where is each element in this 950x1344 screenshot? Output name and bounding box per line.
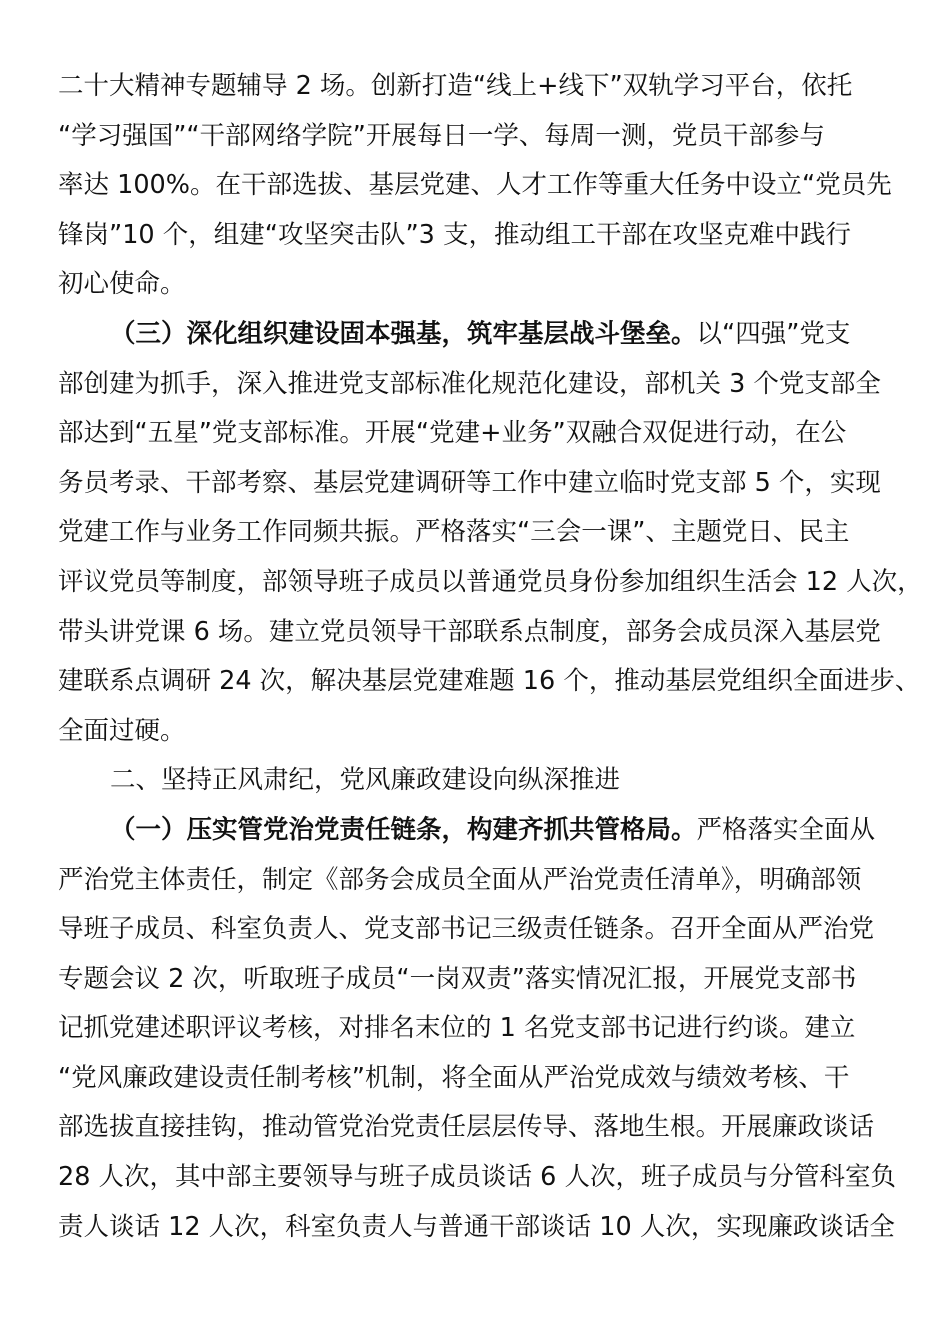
text-line: 专题会议 2 次，听取班子成员“一岗双责”落实情况汇报，开展党支部书	[58, 963, 857, 994]
text-line: 建联系点调研 24 次，解决基层党建难题 16 个，推动基层党组织全面进步、	[58, 666, 921, 697]
paragraph-responsibility-chain	[58, 806, 898, 1252]
text-line: 初心使命。	[58, 269, 186, 300]
subsection-heading: （三）深化组织建设固本强基，筑牢基层战斗堡垒。	[110, 318, 697, 349]
text-line	[58, 806, 898, 856]
text-line: “党风廉政建设责任制考核”机制，将全面从严治党成效与绩效考核、干	[58, 1062, 850, 1093]
text-line: “学习强国”“干部网络学院”开展每日一学、每周一测，党员干部参与	[58, 120, 825, 151]
text-line: 率达 100%。在干部选拔、基层党建、人才工作等重大任务中设立“党员先	[58, 170, 892, 201]
text-run: 严格落实全面从	[696, 814, 876, 845]
text-line: 严治党主体责任，制定《部务会成员全面从严治党责任清单》，明确部领	[58, 864, 862, 895]
text-run: 以“四强”党支	[696, 318, 851, 349]
text-line: 责人谈话 12 人次，科室负责人与普通干部谈话 10 人次，实现廉政谈话全	[58, 1211, 895, 1242]
text-line: 党建工作与业务工作同频共振。严格落实“三会一课”、主题党日、民主	[58, 517, 850, 548]
section-heading	[58, 756, 898, 806]
paragraph-study-platform	[58, 62, 898, 310]
text-line: 部创建为抓手，深入推进党支部标准化规范化建设，部机关 3 个党支部全	[58, 368, 881, 399]
text-line: 记抓党建述职评议考核，对排名末位的 1 名党支部书记进行约谈。建立	[58, 1013, 856, 1044]
text-line: 带头讲党课 6 场。建立党员领导干部联系点制度，部务会成员深入基层党	[58, 616, 881, 647]
paragraph-organization-building	[58, 310, 923, 756]
text-line: 部选拔直接挂钩，推动管党治党责任层层传导、落地生根。开展廉政谈话	[58, 1112, 875, 1143]
text-line: 全面过硬。	[58, 715, 186, 746]
section-title: 二、坚持正风肃纪，党风廉政建设向纵深推进	[110, 765, 621, 796]
text-line: 评议党员等制度，部领导班子成员以普通党员身份参加组织生活会 12 人次，	[58, 566, 923, 597]
text-line: 部达到“五星”党支部标准。开展“党建+业务”双融合双促进行动，在公	[58, 418, 847, 449]
text-line	[58, 310, 898, 360]
text-line: 锋岗”10 个，组建“攻坚突击队”3 支，推动组工干部在攻坚克难中践行	[58, 219, 852, 250]
text-line: 务员考录、干部考察、基层党建调研等工作中建立临时党支部 5 个，实现	[58, 467, 881, 498]
subsection-heading: （一）压实管党治党责任链条，构建齐抓共管格局。	[110, 814, 697, 845]
document-page	[58, 62, 923, 1252]
text-line: 二十大精神专题辅导 2 场。创新打造“线上+线下”双轨学习平台，依托	[58, 71, 853, 101]
text-line: 28 人次，其中部主要领导与班子成员谈话 6 人次，班子成员与分管科室负	[58, 1162, 896, 1193]
text-line: 导班子成员、科室负责人、党支部书记三级责任链条。召开全面从严治党	[58, 914, 875, 945]
